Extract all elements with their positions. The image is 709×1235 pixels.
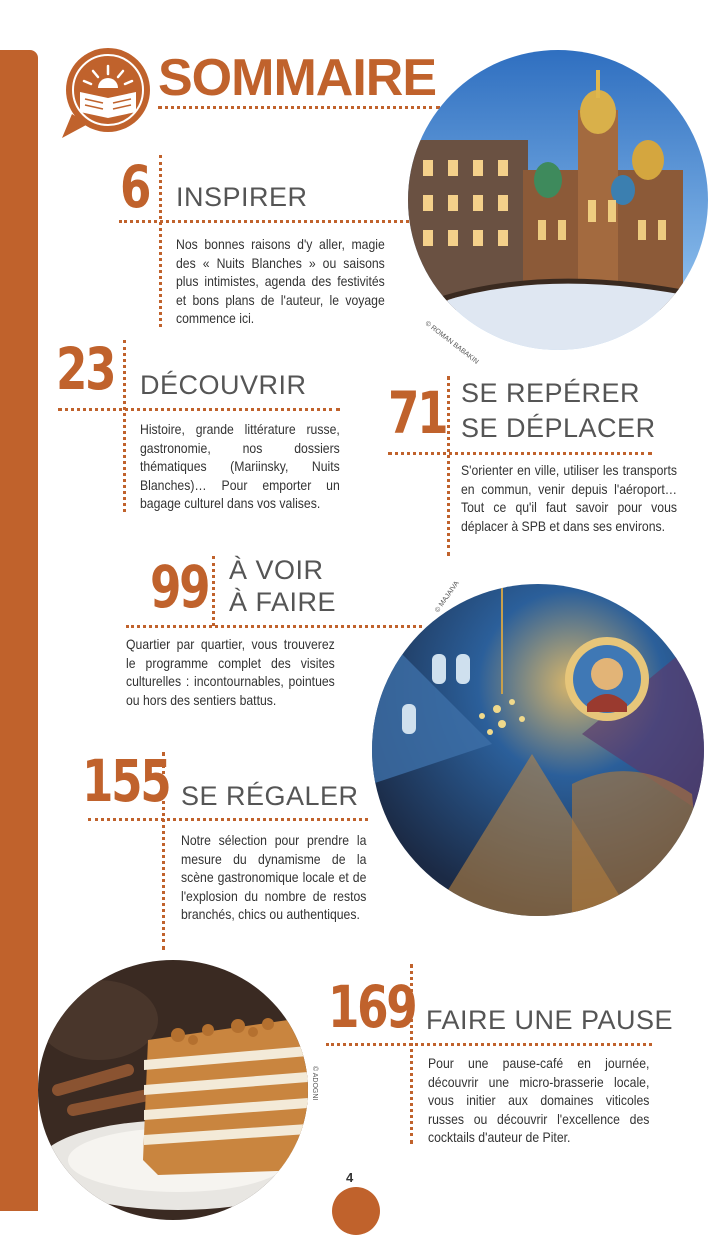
photo-honey-cake: [38, 960, 308, 1220]
section-heading-line2: SE DÉPLACER: [461, 413, 656, 443]
section-rule: [88, 818, 368, 821]
section-heading: DÉCOUVRIR: [140, 370, 307, 400]
section-heading-line2: À FAIRE: [229, 587, 337, 617]
section-description: Nos bonnes raisons d'y aller, magie des « Nuits Blanches » ou saisons plus intimistes, agenda des festivités et bons plans de l'auteur, le voyage commence ici.: [176, 237, 385, 326]
page-title: SOMMAIRE: [158, 49, 436, 107]
section-divider: [212, 556, 215, 626]
photo-credit-2: © MAJAIVA: [434, 580, 461, 615]
section-page-number: 6: [120, 153, 150, 221]
section-divider: [159, 155, 162, 327]
section-page-number: 155: [82, 747, 170, 815]
section-page-number: 71: [388, 379, 447, 447]
side-color-band: [0, 50, 38, 1211]
section-page-number: 99: [150, 553, 209, 621]
section-heading: FAIRE UNE PAUSE: [426, 1005, 674, 1035]
section-rule: [388, 452, 652, 455]
page-number: 4: [346, 1170, 354, 1185]
section-description: Pour une pause-café en journée, découvrir une micro-brasserie locale, vous initier aux domaines viticoles russes ou découvrir l'excellence des cocktails d'auteur de Piter.: [428, 1056, 650, 1145]
section-heading: INSPIRER: [176, 182, 308, 212]
section-page-number: 169: [328, 973, 416, 1041]
photo-cathedral: [408, 50, 708, 350]
section-rule: [119, 220, 409, 223]
page-number-tab: [332, 1187, 380, 1235]
section-divider: [162, 752, 165, 950]
section-heading: SE REPÉRER: [461, 378, 641, 408]
section-page-number: 23: [56, 335, 115, 403]
section-rule: [126, 625, 422, 628]
book-bubble-icon: [58, 44, 154, 140]
photo-church-interior: [372, 584, 704, 916]
section-rule: [58, 408, 340, 411]
section-heading: SE RÉGALER: [181, 781, 359, 811]
section-heading: À VOIR: [229, 555, 324, 585]
section-description: Quartier par quartier, vous trouverez le programme complet des visites culturelles : incontournables, pointues ou hors des sentiers battus.: [126, 637, 335, 708]
section-description: Notre sélection pour prendre la mesure du dynamisme de la scène gastronomique locale et de l'explosion du nombre de restos branchés, chics ou authentiques.: [181, 833, 367, 922]
section-rule: [326, 1043, 652, 1046]
title-underline: [158, 106, 440, 109]
photo-credit-3: © ADOGNI: [311, 1066, 318, 1101]
section-description: Histoire, grande littérature russe, gastronomie, nos dossiers thématiques (Mariinsky, Nuits Blanches)… Pour emporter un bagage culturel dans vos valises.: [140, 422, 340, 511]
section-description: S'orienter en ville, utiliser les transports en commun, venir depuis l'aéroport… Tout ce qu'il faut savoir pour vous déplacer à SPB et dans ses environs.: [461, 463, 677, 534]
section-divider: [410, 964, 413, 1144]
photo-credit-1: © ROMAN BABAKIN: [423, 320, 480, 366]
section-divider: [123, 340, 126, 512]
section-divider: [447, 376, 450, 556]
